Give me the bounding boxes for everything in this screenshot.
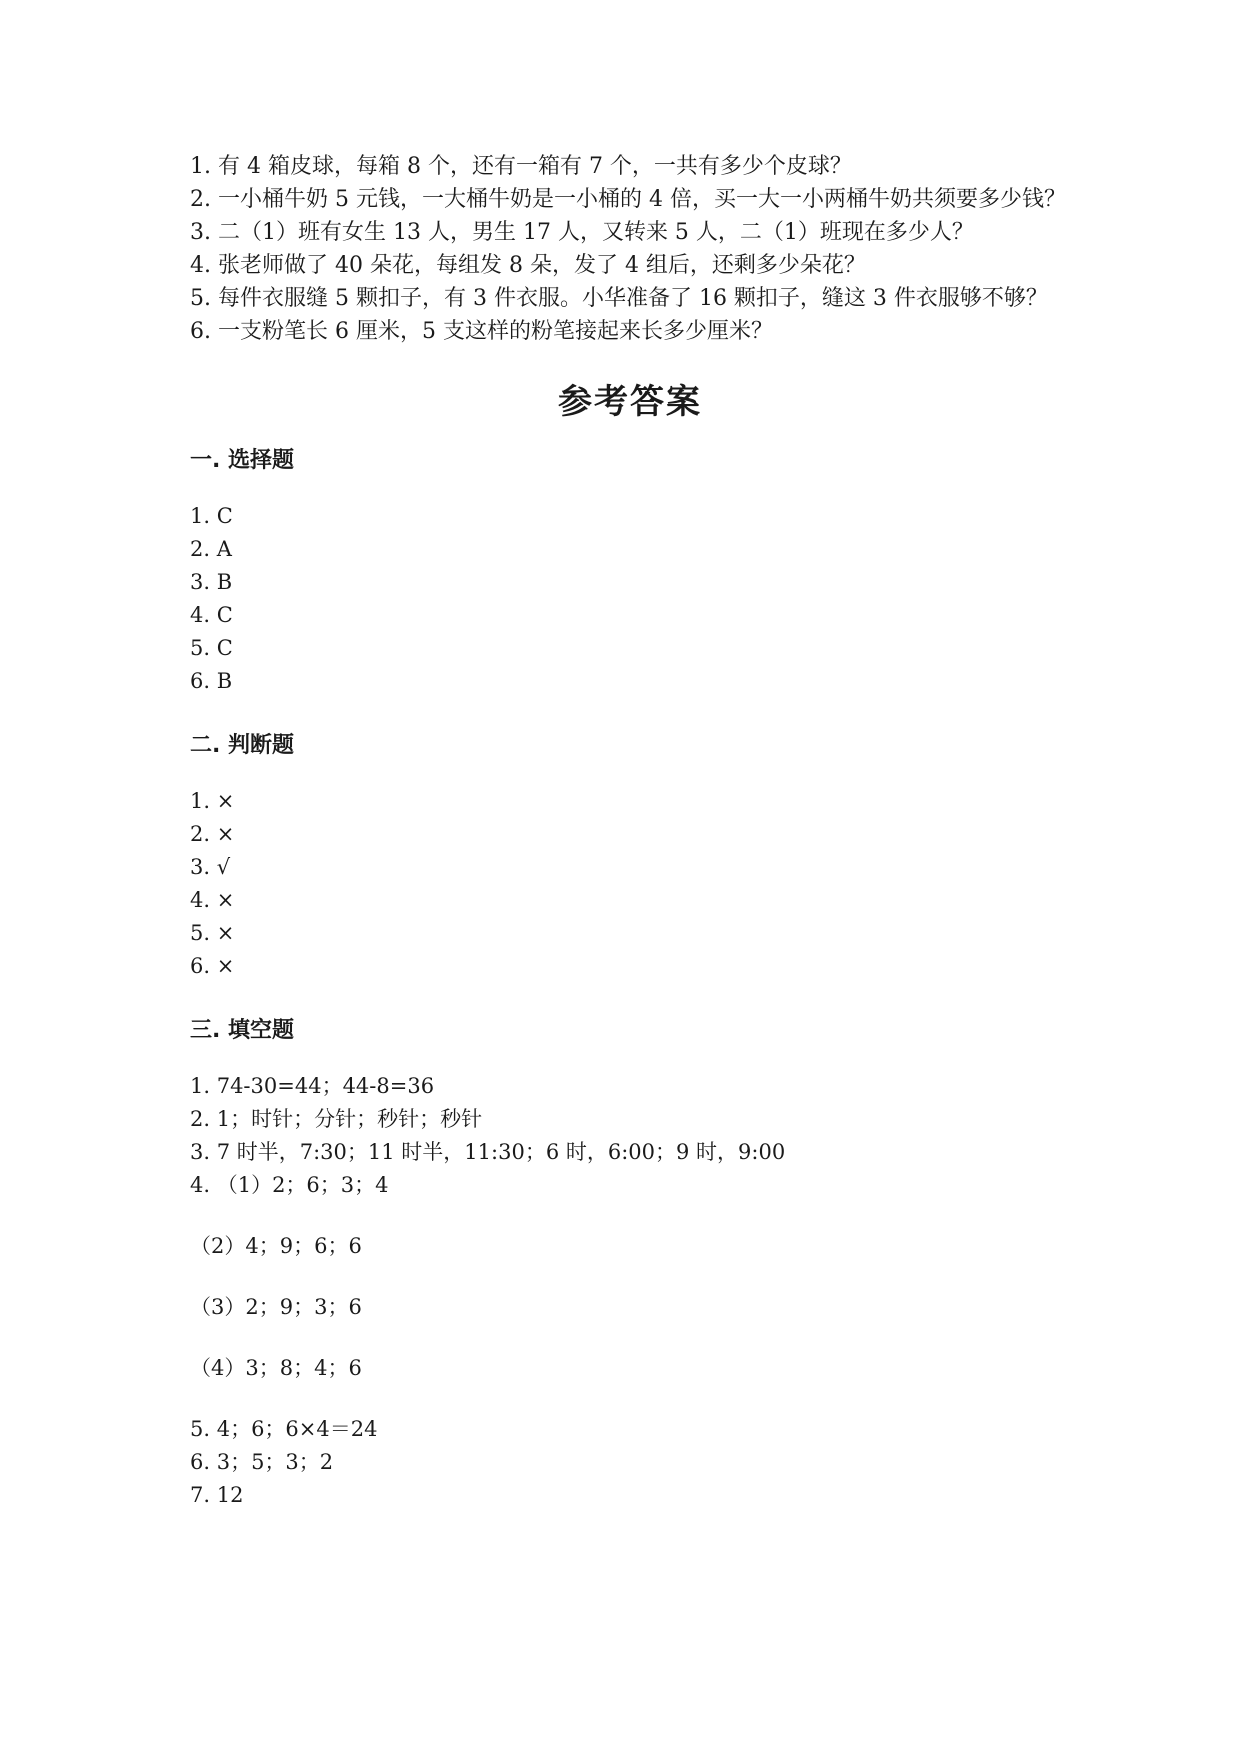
answer-item: 2. A — [190, 537, 232, 561]
section-fill — [190, 1013, 1070, 1512]
answer-title: 参考答案 — [558, 382, 702, 422]
page-content — [190, 150, 1070, 1512]
answer-item: 5. C — [190, 636, 233, 660]
section-title: 一. 选择题 — [190, 448, 295, 473]
section-choice — [190, 443, 1070, 698]
sub-answer-item: （3）2；9；3；6 — [190, 1295, 362, 1319]
answer-item: 3. B — [190, 570, 233, 594]
problem-item: 6. 一支粉笔长 6 厘米，5 支这样的粉笔接起来长多少厘米？ — [190, 319, 773, 344]
answer-item: 3. √ — [190, 855, 231, 879]
answer-item: 2. 1；时针；分针；秒针；秒针 — [190, 1107, 483, 1131]
answer-item: 5. 4；6；6×4＝24 — [190, 1417, 378, 1441]
answer-item: 2. × — [190, 822, 235, 846]
answer-item: 3. 7 时半，7:30；11 时半，11:30；6 时，6:00；9 时，9:00 — [190, 1140, 786, 1164]
problem-item: 2. 一小桶牛奶 5 元钱，一大桶牛奶是一小桶的 4 倍，买一大一小两桶牛奶共须要多少钱？ — [190, 187, 1066, 212]
answer-item: 4. （1）2；6；3；4 — [190, 1173, 389, 1197]
section-title: 三. 填空题 — [190, 1018, 295, 1043]
answer-item: 4. C — [190, 603, 233, 627]
answer-item: 4. × — [190, 888, 235, 912]
section-judge — [190, 728, 1070, 983]
answer-item: 1. C — [190, 504, 233, 528]
sub-answer-item: （4）3；8；4；6 — [190, 1356, 362, 1380]
answer-item: 6. B — [190, 669, 233, 693]
answer-item: 1. × — [190, 789, 235, 813]
problem-list — [190, 150, 1070, 348]
answer-item: 6. × — [190, 954, 235, 978]
answer-item: 1. 74-30=44；44-8=36 — [190, 1074, 435, 1098]
answer-item: 5. × — [190, 921, 235, 945]
problem-item: 3. 二（1）班有女生 13 人，男生 17 人，又转来 5 人，二（1）班现在多少人？ — [190, 220, 974, 245]
sub-answer-item: （2）4；9；6；6 — [190, 1234, 362, 1258]
section-title: 二. 判断题 — [190, 733, 295, 758]
answer-item: 6. 3；5；3；2 — [190, 1450, 334, 1474]
answer-item: 7. 12 — [190, 1483, 244, 1507]
problem-item: 4. 张老师做了 40 朵花，每组发 8 朵，发了 4 组后，还剩多少朵花？ — [190, 253, 866, 278]
problem-item: 1. 有 4 箱皮球，每箱 8 个，还有一箱有 7 个，一共有多少个皮球？ — [190, 154, 852, 179]
problem-item: 5. 每件衣服缝 5 颗扣子，有 3 件衣服。小华准备了 16 颗扣子，缝这 3 件衣服够不够？ — [190, 286, 1048, 311]
